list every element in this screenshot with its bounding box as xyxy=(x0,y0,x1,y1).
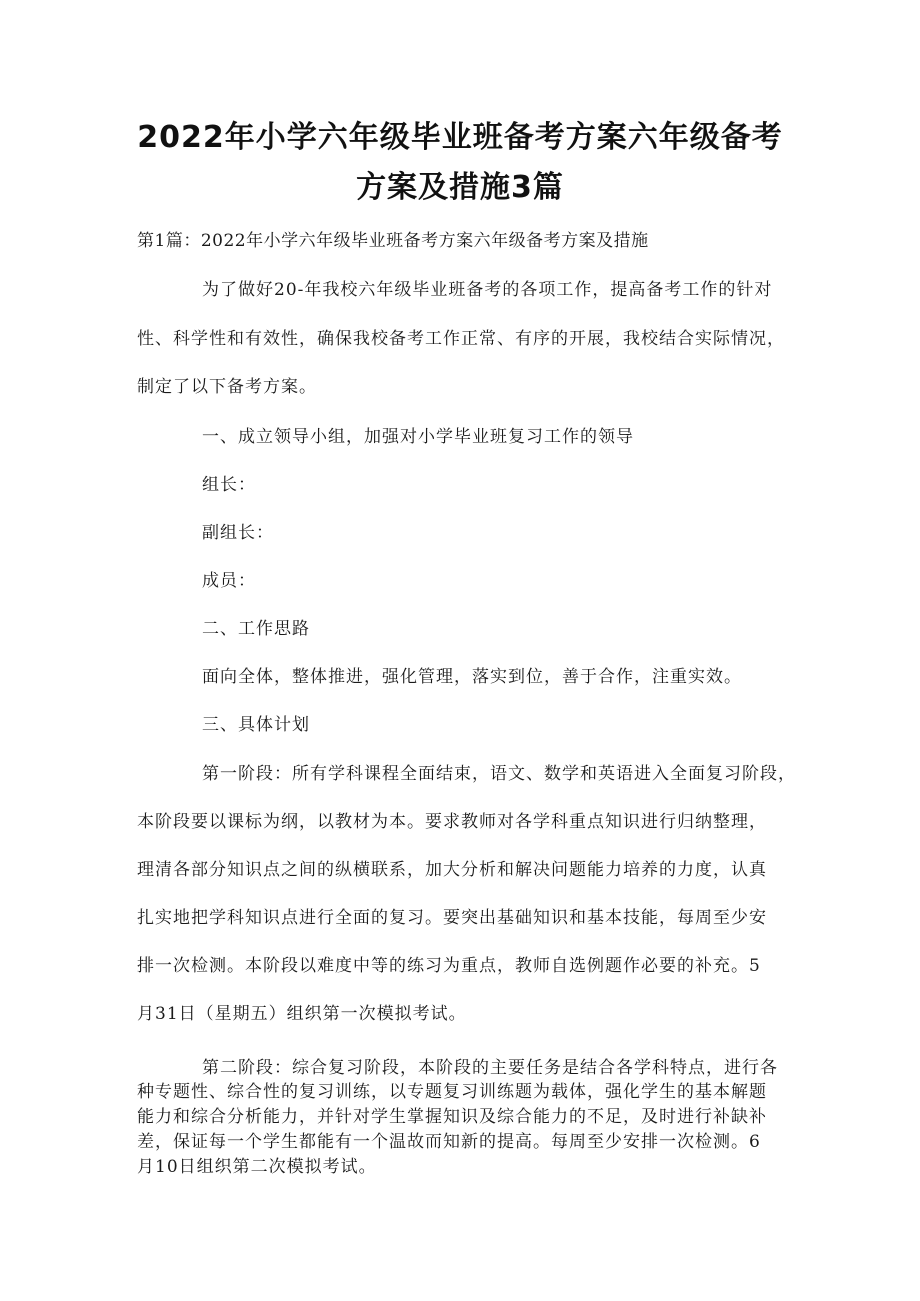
section-heading: 第1篇：2022年小学六年级毕业班备考方案六年级备考方案及措施 xyxy=(137,231,649,251)
vice-leader-label: 副组长： xyxy=(202,523,274,543)
stage1-line-6: 月31日（星期五）组织第一次模拟考试。 xyxy=(137,1004,467,1024)
stage2-line-3: 能力和综合分析能力，并针对学生掌握知识及综合能力的不足，及时进行补缺补 xyxy=(137,1107,767,1127)
stage1-line-5: 排一次检测。本阶段以难度中等的练习为重点，教师自选例题作必要的补充。5 xyxy=(137,956,761,976)
intro-line-3: 制定了以下备考方案。 xyxy=(137,377,317,397)
stage1-line-4: 扎实地把学科知识点进行全面的复习。要突出基础知识和基本技能，每周至少安 xyxy=(137,908,767,928)
document-title-line-2: 方案及措施3篇 xyxy=(356,170,564,205)
members-label: 成员： xyxy=(202,571,256,591)
document-title-line-1: 2022年小学六年级毕业班备考方案六年级备考 xyxy=(137,120,783,155)
stage1-line-1: 第一阶段：所有学科课程全面结束，语文、数学和英语进入全面复习阶段， xyxy=(202,764,796,784)
intro-line-2: 性、科学性和有效性，确保我校备考工作正常、有序的开展，我校结合实际情况， xyxy=(137,329,785,349)
intro-line-1: 为了做好20-年我校六年级毕业班备考的各项工作，提高备考工作的针对 xyxy=(202,280,773,300)
stage1-line-2: 本阶段要以课标为纲，以教材为本。要求教师对各学科重点知识进行归纳整理， xyxy=(137,812,767,832)
part2-heading: 二、工作思路 xyxy=(202,619,310,639)
part2-text: 面向全体，整体推进，强化管理，落实到位，善于合作，注重实效。 xyxy=(202,667,742,687)
stage2-line-4: 差，保证每一个学生都能有一个温故而知新的提高。每周至少安排一次检测。6 xyxy=(137,1132,761,1152)
leader-label: 组长： xyxy=(202,475,256,495)
stage1-line-3: 理清各部分知识点之间的纵横联系，加大分析和解决问题能力培养的力度，认真 xyxy=(137,860,767,880)
part1-heading: 一、成立领导小组，加强对小学毕业班复习工作的领导 xyxy=(202,427,634,447)
part3-heading: 三、具体计划 xyxy=(202,715,310,735)
stage2-line-5: 月10日组织第二次模拟考试。 xyxy=(137,1157,377,1177)
stage2-line-2: 种专题性、综合性的复习训练，以专题复习训练题为载体，强化学生的基本解题 xyxy=(137,1082,767,1102)
stage2-line-1: 第二阶段：综合复习阶段，本阶段的主要任务是结合各学科特点，进行各 xyxy=(202,1058,778,1078)
